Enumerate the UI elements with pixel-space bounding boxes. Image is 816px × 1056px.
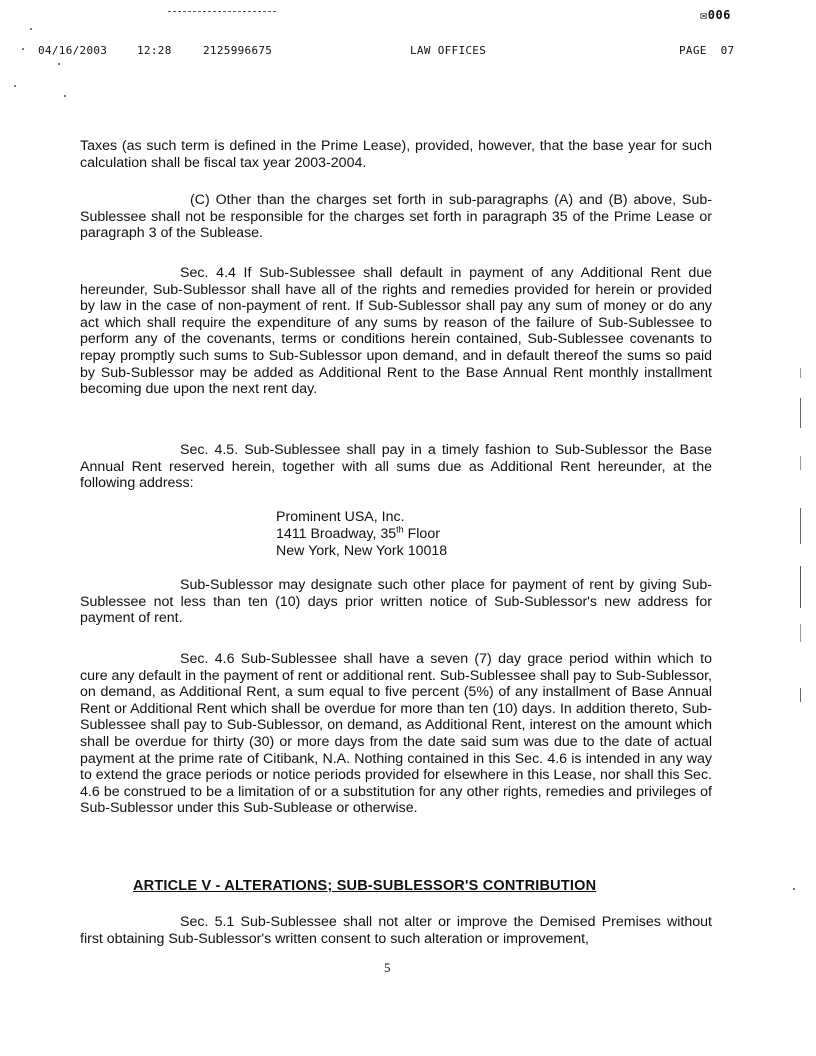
payment-address	[276, 509, 447, 560]
address-line-street: 1411 Broadway, 35th Floor	[276, 524, 440, 542]
paragraph-sec-5-1: Sec. 5.1 Sub-Sublessee shall not alter or improve the Demised Premises without first obtaining Sub-Sublessor's written consent to such alteration or improvement,	[80, 914, 712, 947]
fax-date: 04/16/2003	[38, 44, 108, 57]
margin-mark	[800, 508, 801, 544]
fax-sender: LAW OFFICES	[410, 44, 487, 57]
margin-mark	[800, 398, 801, 428]
paragraph-sub-c: (C) Other than the charges set forth in sub-paragraphs (A) and (B) above, Sub-Sublessee shall not be responsible for the charges set forth in paragraph 35 of the Prime Lease or paragraph 3 of the Sublease.	[80, 192, 712, 242]
scan-speck	[58, 63, 60, 65]
paragraph-sec-4-5: Sec. 4.5. Sub-Sublessee shall pay in a timely fashion to Sub-Sublessor the Base Annual Rent reserved herein, together with all sums due as Additional Rent hereunder, at the following address:	[80, 442, 712, 492]
article-heading: ARTICLE V - ALTERATIONS; SUB-SUBLESSOR'S CONTRIBUTION	[133, 878, 597, 894]
fax-time: 12:28	[137, 44, 172, 57]
fax-phone-number: 2125996675	[203, 44, 273, 57]
paragraph-taxes: Taxes (as such term is defined in the Prime Lease), provided, however, that the base year for such calculation shall be fiscal tax year 2003-2004.	[80, 138, 712, 171]
fax-page-mark: ✉006	[700, 8, 731, 22]
scan-speck	[14, 85, 16, 87]
scan-artifact-dash	[168, 11, 276, 12]
margin-mark	[800, 624, 801, 642]
scan-speck	[22, 48, 24, 50]
address-line-company: Prominent USA, Inc.	[276, 509, 405, 525]
scan-speck	[30, 28, 32, 30]
margin-mark	[800, 456, 801, 470]
scan-speck	[793, 888, 795, 890]
paragraph-sec-4-4: Sec. 4.4 If Sub-Sublessee shall default in payment of any Additional Rent due hereunder, Sub-Sublessor shall have all of the rights and remedies provided for herein or provided by law in the case of non-payment of rent. If Sub-Sublessor shall pay any sum of money or do any act which shall require the expenditure of any sums by reason of the failure of Sub-Sublessee to perform any of the covenants, terms or conditions herein contained, Sub-Sublessee covenants to repay promptly such sums to Sub-Sublessor upon demand, and in default thereof the sums so paid by Sub-Sublessor may be added as Additional Rent to the Base Annual Rent monthly installment becoming due upon the next rent day.	[80, 265, 712, 398]
paragraph-sec-4-6: Sec. 4.6 Sub-Sublessee shall have a seven (7) day grace period within which to cure any default in the payment of rent or additional rent. Sub-Sublessee shall pay to Sub-Sublessor, on demand, as Additional Rent, a sum equal to five percent (5%) of any installment of Base Annual Rent or Additional Rent which shall be overdue for more than ten (10) days. In addition thereto, Sub-Sublessee shall pay to Sub-Sublessor, on demand, as Additional Rent, interest on the amount which shall be overdue for thirty (30) or more days from the date said sum was due to the date of actual payment at the prime rate of Citibank, N.A. Nothing contained in this Sec. 4.6 is intended in any way to extend the grace periods or notice periods provided for elsewhere in this Lease, nor shall this Sec. 4.6 be construed to be a limitation of or a substitution for any other rights, remedies and privileges of Sub-Sublessor under this Sub-Sublease or otherwise.	[80, 651, 712, 817]
address-line-city: New York, New York 10018	[276, 543, 448, 559]
scan-speck	[64, 95, 66, 97]
fax-page-number: PAGE 07	[679, 44, 735, 57]
page-number: 5	[384, 960, 391, 975]
margin-mark	[800, 566, 801, 608]
paragraph-designate: Sub-Sublessor may designate such other place for payment of rent by giving Sub-Sublessee not less than ten (10) days prior written notice of Sub-Sublessor's new address for payment of rent.	[80, 577, 712, 627]
margin-mark	[800, 368, 801, 378]
margin-mark	[800, 688, 801, 702]
